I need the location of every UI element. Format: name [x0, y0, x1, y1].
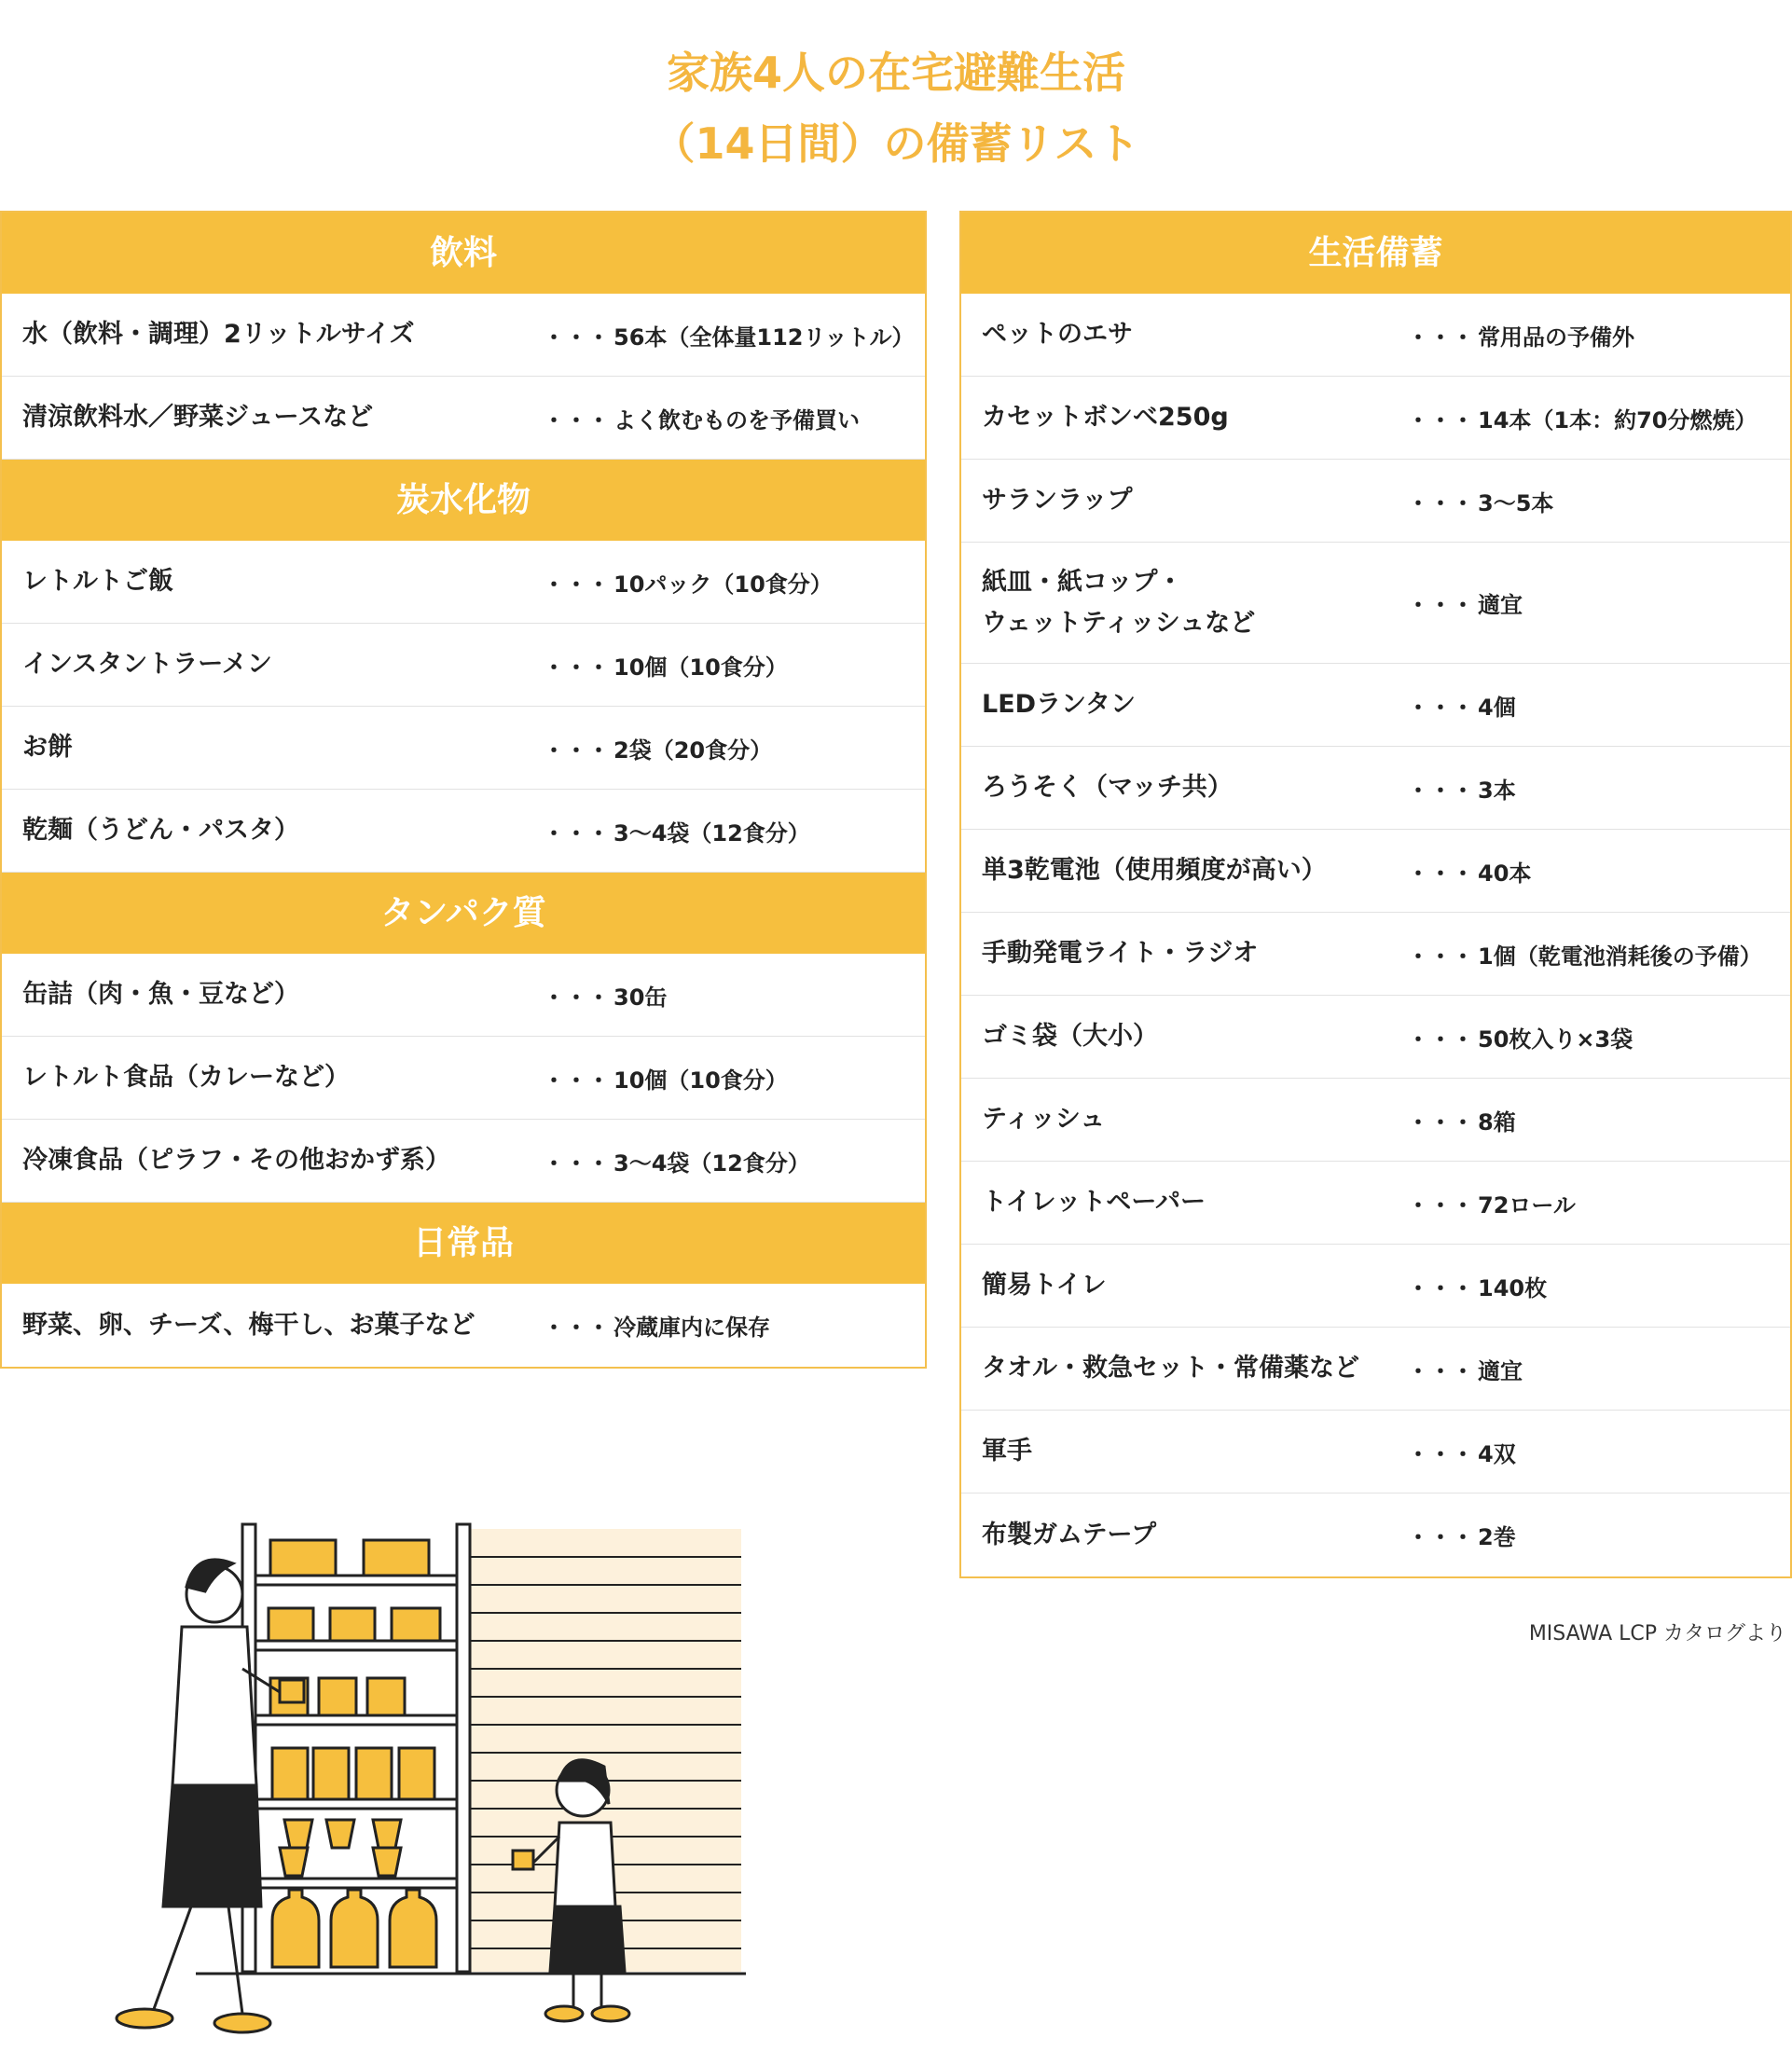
item-quantity [543, 294, 915, 376]
item-name: LEDランタン [982, 690, 1136, 719]
section-header: タンパク質 [2, 873, 925, 954]
quantity-text: 14本（1本：約70分燃焼） [1478, 406, 1758, 434]
item-name: 水（飲料・調理）2リットルサイズ [22, 320, 415, 349]
leader-dots: ・・・ [1407, 1524, 1474, 1550]
item-quantity [1407, 543, 1523, 663]
item-name: 野菜、卵、チーズ、梅干し、お菓子など [22, 1310, 476, 1340]
source-note: MISAWA LCP カタログより [1528, 1622, 1786, 1645]
leader-dots: ・・・ [1407, 1357, 1474, 1384]
quantity-text: 冷蔵庫内に保存 [613, 1315, 770, 1341]
item-quantity [1407, 830, 1531, 912]
quantity-text: よく飲むものを予備買い [613, 406, 860, 434]
quantity-text: 適宜 [1478, 1357, 1523, 1384]
list-item [2, 1037, 925, 1120]
leader-dots: ・・・ [1407, 1440, 1474, 1467]
item-quantity [1407, 1162, 1576, 1244]
list-item [961, 1245, 1790, 1328]
list-item [2, 377, 925, 460]
item-name: 簡易トイレ [982, 1271, 1107, 1300]
quantity-text: 8箱 [1478, 1108, 1516, 1136]
leader-dots: ・・・ [543, 654, 610, 681]
leader-dots: ・・・ [1407, 1108, 1474, 1136]
shelf-items [269, 1540, 440, 1967]
quantity-text: 56本（全体量112リットル） [613, 323, 915, 351]
list-item [2, 1120, 925, 1203]
living-supply-table [959, 211, 1792, 1578]
pantry-illustration [103, 1520, 755, 2051]
leader-dots: ・・・ [1407, 323, 1474, 351]
section-header: 日常品 [2, 1203, 925, 1284]
item-quantity [543, 624, 788, 706]
list-item [961, 996, 1790, 1079]
item-quantity [543, 707, 772, 789]
item-name: レトルト食品（カレーなど） [22, 1063, 350, 1092]
item-quantity [1407, 664, 1516, 746]
title-line-1: 家族4人の在宅避難生活 [666, 48, 1125, 98]
item-quantity [1407, 913, 1762, 995]
item-name: レトルトご飯 [22, 567, 173, 596]
item-quantity [1407, 1494, 1516, 1576]
item-name: タオル・救急セット・常備薬など [982, 1354, 1359, 1383]
list-item [961, 830, 1790, 913]
leader-dots: ・・・ [543, 736, 610, 764]
item-quantity [543, 790, 810, 872]
leader-dots: ・・・ [543, 984, 610, 1011]
quantity-text: 40本 [1478, 860, 1532, 887]
list-item [2, 707, 925, 790]
item-quantity [543, 377, 860, 459]
quantity-text: 10パック（10食分） [613, 571, 833, 598]
section-header: 炭水化物 [2, 460, 925, 541]
quantity-text: 常用品の予備外 [1478, 323, 1634, 351]
list-item [961, 1494, 1790, 1576]
quantity-text: 適宜 [1478, 592, 1523, 618]
list-item [961, 1328, 1790, 1411]
list-item [2, 1284, 925, 1367]
quantity-text: 4個 [1478, 694, 1516, 721]
quantity-text: 3本 [1478, 777, 1516, 804]
leader-dots: ・・・ [1407, 777, 1474, 804]
list-item [2, 790, 925, 873]
list-item [961, 1079, 1790, 1162]
leader-dots: ・・・ [1407, 489, 1474, 516]
quantity-text: 3〜4袋（12食分） [613, 819, 810, 847]
item-quantity [1407, 1245, 1547, 1327]
item-name: 単3乾電池（使用頻度が高い） [982, 856, 1327, 885]
quantity-text: 1個（乾電池消耗後の予備） [1478, 943, 1762, 970]
leader-dots: ・・・ [543, 406, 610, 434]
list-item [961, 747, 1790, 830]
list-item [961, 543, 1790, 664]
list-item [2, 541, 925, 624]
leader-dots: ・・・ [543, 819, 610, 847]
leader-dots: ・・・ [1407, 1026, 1474, 1053]
quantity-text: 3〜4袋（12食分） [613, 1149, 810, 1177]
quantity-text: 2袋（20食分） [613, 736, 773, 764]
item-quantity [543, 1037, 788, 1119]
leader-dots: ・・・ [1407, 406, 1474, 434]
item-quantity [543, 1284, 770, 1367]
item-name: ゴミ袋（大小） [982, 1022, 1158, 1051]
leader-dots: ・・・ [543, 323, 610, 351]
leader-dots: ・・・ [1407, 943, 1474, 970]
quantity-text: 50枚入り×3袋 [1478, 1026, 1633, 1053]
list-item [2, 294, 925, 377]
list-item [961, 460, 1790, 543]
item-quantity [1407, 1328, 1523, 1410]
item-quantity [1407, 1079, 1516, 1161]
item-quantity [1407, 377, 1758, 459]
list-item [961, 664, 1790, 747]
list-item [2, 624, 925, 707]
item-quantity [1407, 1411, 1516, 1493]
quantity-text: 3〜5本 [1478, 489, 1554, 516]
food-supply-table [0, 211, 927, 1369]
leader-dots: ・・・ [543, 1067, 610, 1094]
leader-dots: ・・・ [1407, 694, 1474, 721]
item-name: 軍手 [982, 1437, 1032, 1466]
item-name: インスタントラーメン [22, 650, 272, 679]
item-name: 清涼飲料水／野菜ジュースなど [22, 403, 374, 432]
list-item [2, 954, 925, 1037]
item-name: ペットのエサ [982, 320, 1133, 349]
page-title [0, 37, 1792, 179]
leader-dots: ・・・ [1407, 860, 1474, 887]
leader-dots: ・・・ [1407, 592, 1474, 618]
item-quantity [543, 954, 667, 1036]
list-item [961, 1162, 1790, 1245]
leader-dots: ・・・ [1407, 1191, 1474, 1218]
item-name: お餅 [22, 733, 73, 762]
item-quantity [1407, 460, 1553, 542]
quantity-text: 72ロール [1478, 1191, 1576, 1218]
leader-dots: ・・・ [543, 571, 610, 598]
item-name: 冷凍食品（ピラフ・その他おかず系） [22, 1146, 450, 1175]
list-item [961, 294, 1790, 377]
section-header: 飲料 [2, 213, 925, 294]
item-name: 布製ガムテープ [982, 1520, 1157, 1549]
list-item [961, 913, 1790, 996]
list-item [961, 377, 1790, 460]
item-name: 缶詰（肉・魚・豆など） [22, 980, 299, 1009]
item-quantity [543, 541, 833, 623]
quantity-text: 10個（10食分） [613, 1067, 788, 1094]
item-quantity [1407, 747, 1516, 829]
item-quantity [1407, 294, 1634, 376]
item-name: カセットボンベ250g [982, 403, 1229, 432]
title-line-2: （14日間）の備蓄リスト [652, 118, 1140, 169]
item-name: ティッシュ [982, 1105, 1106, 1134]
leader-dots: ・・・ [1407, 1274, 1474, 1301]
item-quantity [543, 1120, 810, 1202]
list-item [961, 1411, 1790, 1494]
quantity-text: 10個（10食分） [613, 654, 788, 681]
item-name: トイレットペーパー [982, 1188, 1206, 1217]
quantity-text: 30缶 [613, 984, 668, 1011]
quantity-text: 140枚 [1478, 1274, 1548, 1301]
section-header: 生活備蓄 [961, 213, 1790, 294]
item-name: 手動発電ライト・ラジオ [982, 939, 1259, 968]
leader-dots: ・・・ [543, 1315, 610, 1341]
item-name: 紙皿・紙コップ・ ウェットティッシュなど [982, 567, 1256, 638]
leader-dots: ・・・ [543, 1149, 610, 1177]
item-name: ろうそく（マッチ共） [982, 773, 1233, 802]
item-name: 乾麺（うどん・パスタ） [22, 816, 299, 845]
item-quantity [1407, 996, 1633, 1078]
quantity-text: 4双 [1478, 1440, 1516, 1467]
item-name: サランラップ [982, 486, 1133, 515]
quantity-text: 2巻 [1478, 1524, 1516, 1550]
